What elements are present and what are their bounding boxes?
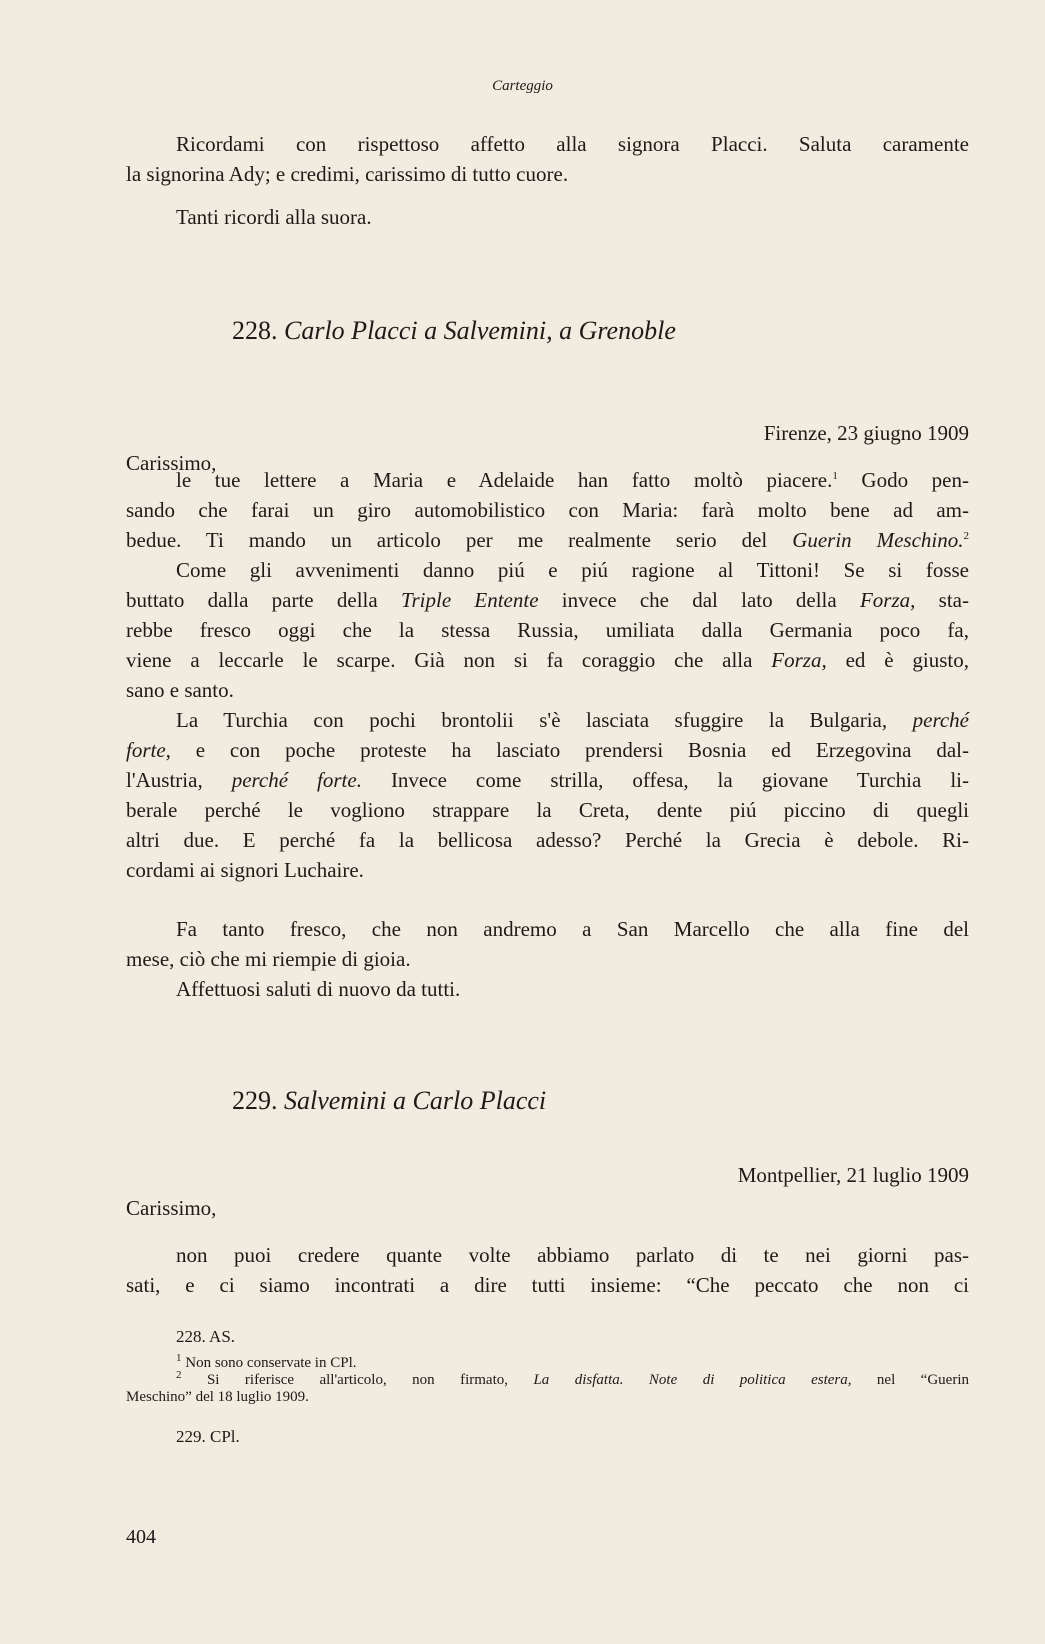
text-line: sando che farai un giro automobilistico con Maria: farà molto bene ad am- bbox=[126, 498, 969, 522]
text-line: le tue lettere a Maria e Adelaide han fatto moltò piacere.$^1$ Godo pen- bbox=[176, 468, 970, 492]
text-line: cordami ai signori Luchaire. bbox=[126, 858, 364, 882]
letter-title: Salvemini a Carlo Placci bbox=[284, 1086, 547, 1115]
text-line: non puoi credere quante volte abbiamo parlato di te nei giorni pas- bbox=[176, 1243, 969, 1267]
previous-letter-closing bbox=[126, 129, 969, 189]
running-head: Carteggio bbox=[492, 78, 553, 94]
letter-number: 228. bbox=[232, 316, 278, 345]
letter-title: Carlo Placci a Salvemini, a Grenoble bbox=[284, 316, 676, 345]
footnote-source-228: 228. AS. bbox=[176, 1327, 236, 1346]
text-line: Affettuosi saluti di nuovo da tutti. bbox=[176, 977, 461, 1001]
text-line: Tanti ricordi alla suora. bbox=[176, 205, 372, 229]
footnotes bbox=[126, 1352, 969, 1406]
text-line: buttato dalla parte della Triple Entente invece che dal lato della Forza, sta- bbox=[126, 588, 969, 612]
letter-heading-228 bbox=[232, 316, 676, 346]
footnote-source-229: 229. CPl. bbox=[176, 1427, 240, 1446]
text-line: Fa tanto fresco, che non andremo a San Marcello che alla fine del bbox=[176, 917, 969, 941]
footnote-2: $^2$ Si riferisce all'articolo, non firmato, La disfatta. Note di politica estera, nel “Guerin bbox=[176, 1369, 969, 1388]
salutation: Carissimo, bbox=[126, 1196, 217, 1220]
text-line: l'Austria, perché forte. Invece come strilla, offesa, la giovane Turchia li- bbox=[126, 768, 969, 792]
text-line: forte, e con poche proteste ha lasciato prendersi Bosnia ed Erzegovina dal- bbox=[126, 738, 969, 762]
letter-body-229 bbox=[126, 1240, 969, 1300]
page-number: 404 bbox=[126, 1526, 156, 1548]
text-line: mese, ciò che mi riempie di gioia. bbox=[126, 947, 411, 971]
text-line: sati, e ci siamo incontrati a dire tutti insieme: “Che peccato che non ci bbox=[126, 1273, 969, 1297]
text-line: berale perché le vogliono strappare la Creta, dente piú piccino di quegli bbox=[126, 798, 969, 822]
text-line: rebbe fresco oggi che la stessa Russia, umiliata dalla Germania poco fa, bbox=[126, 618, 969, 642]
letter-heading-229 bbox=[232, 1086, 546, 1116]
letter-number: 229. bbox=[232, 1086, 278, 1115]
dateline: Montpellier, 21 luglio 1909 bbox=[737, 1163, 969, 1187]
text-line: sano e santo. bbox=[126, 678, 234, 702]
salutation: Carissimo, bbox=[126, 451, 217, 475]
text-line: Come gli avvenimenti danno piú e piú ragione al Tittoni! Se si fosse bbox=[176, 558, 969, 582]
text-line: Ricordami con rispettoso affetto alla signora Placci. Saluta caramente bbox=[176, 132, 969, 156]
footnote-2-continued: Meschino” del 18 luglio 1909. bbox=[126, 1389, 309, 1405]
text-line: viene a leccarle le scarpe. Già non si fa coraggio che alla Forza, ed è giusto, bbox=[126, 648, 969, 672]
letter-body-228 bbox=[126, 465, 969, 885]
dateline: Firenze, 23 giugno 1909 bbox=[763, 421, 969, 445]
text-line: altri due. E perché fa la bellicosa adesso? Perché la Grecia è debole. Ri- bbox=[126, 828, 969, 852]
letter-closing-228 bbox=[126, 914, 969, 1004]
footnote-1: $^1$ Non sono conservate in CPl. bbox=[176, 1352, 357, 1371]
text-line: bedue. Ti mando un articolo per me realmente serio del Guerin Meschino.$^2$ bbox=[126, 528, 969, 552]
text-line: La Turchia con pochi brontolii s'è lasciata sfuggire la Bulgaria, perché bbox=[176, 708, 969, 732]
text-line: la signorina Ady; e credimi, carissimo di tutto cuore. bbox=[126, 162, 569, 186]
